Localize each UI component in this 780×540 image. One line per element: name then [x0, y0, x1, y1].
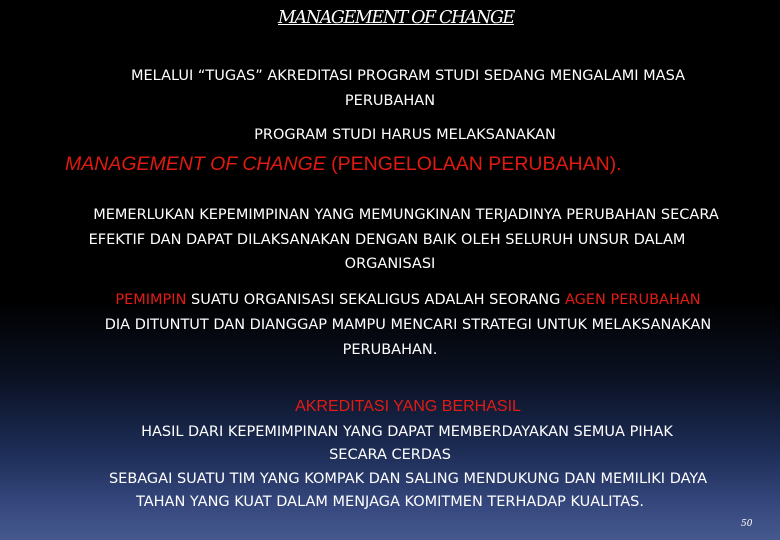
- akreditasi-heading: AKREDITASI YANG BERHASIL: [295, 398, 521, 415]
- para4-line2: DIA DITUNTUT DAN DIANGGAP MAMPU MENCARI STRATEGI UNTUK MELAKSANAKAN: [104, 317, 712, 333]
- pemimpin-highlight: PEMIMPIN: [115, 292, 187, 308]
- para1-line2: PERUBAHAN: [344, 93, 436, 109]
- slide-title: MANAGEMENT OF CHANGE: [278, 8, 514, 28]
- para4-line1-text: SUATU ORGANISASI SEKALIGUS ADALAH SEORANG: [186, 292, 565, 308]
- para2-line1: PROGRAM STUDI HARUS MELAKSANAKAN: [254, 127, 556, 143]
- para3-line2: EFEKTIF DAN DAPAT DILAKSANAKAN DENGAN BAIK OLEH SELURUH UNSUR DALAM: [88, 232, 686, 248]
- para3-line3: ORGANISASI: [344, 256, 436, 272]
- para3-line1: MEMERLUKAN KEPEMIMPINAN YANG MEMUNGKINAN TERJADINYA PERUBAHAN SECARA: [93, 207, 719, 223]
- para5-line1: HASIL DARI KEPEMIMPINAN YANG DAPAT MEMBERDAYAKAN SEMUA PIHAK: [141, 424, 673, 440]
- emphasis-rest: (PENGELOLAAN PERUBAHAN).: [325, 153, 622, 175]
- page-number: 50: [741, 519, 753, 529]
- emphasis-italic: MANAGEMENT OF CHANGE: [65, 153, 326, 175]
- para1-line1: MELALUI “TUGAS” AKREDITASI PROGRAM STUDI SEDANG MENGALAMI MASA: [131, 68, 685, 84]
- para5-line4: TAHAN YANG KUAT DALAM MENJAGA KOMITMEN TERHADAP KUALITAS.: [136, 494, 644, 510]
- para4-line3: PERUBAHAN.: [342, 342, 438, 358]
- para5-line3: SEBAGAI SUATU TIM YANG KOMPAK DAN SALING MENDUKUNG DAN MEMILIKI DAYA: [108, 471, 708, 487]
- para5-line2: SECARA CERDAS: [329, 447, 451, 463]
- agen-perubahan-highlight: AGEN PERUBAHAN: [565, 292, 701, 308]
- management-of-change-emphasis: [65, 152, 622, 176]
- para4-line1: [18, 290, 780, 310]
